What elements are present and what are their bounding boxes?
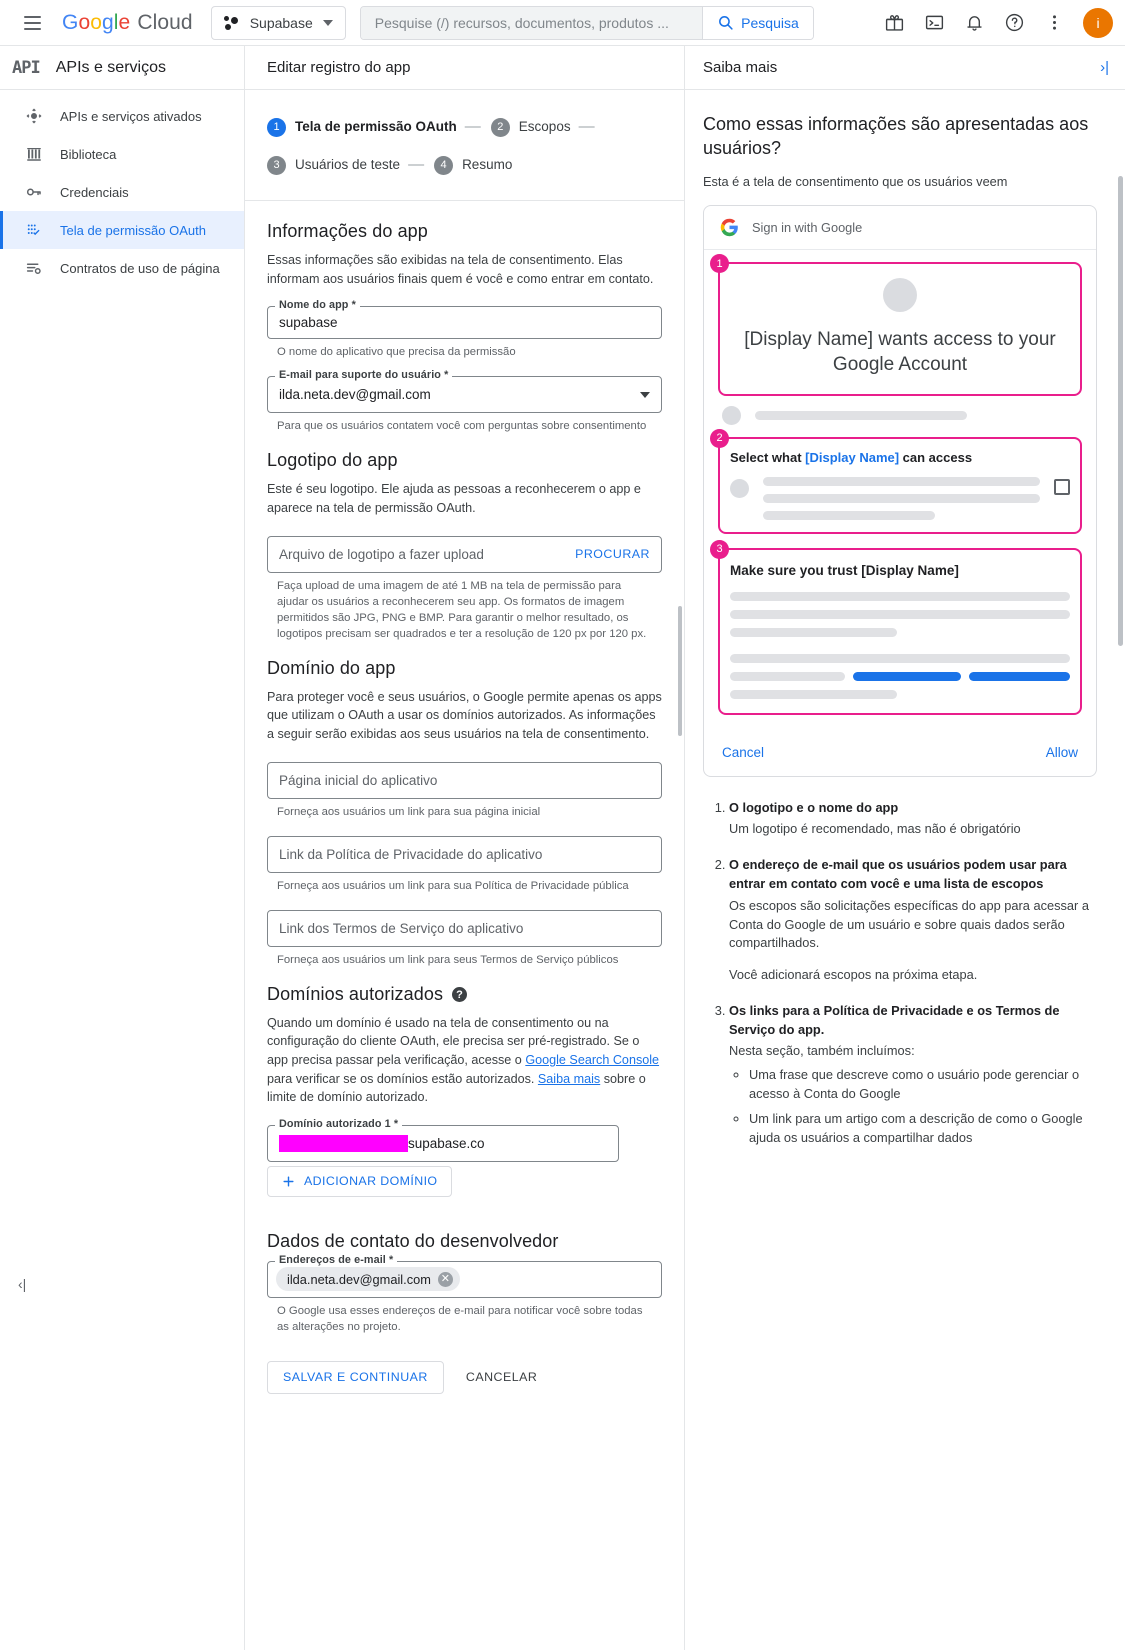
terms-of-service-input[interactable] (267, 910, 662, 947)
mockup-scope-row (730, 477, 1070, 520)
mockup-bar (730, 610, 1070, 619)
left-sidebar (0, 46, 245, 1650)
form-actions (267, 1361, 662, 1394)
developer-emails-input[interactable] (267, 1261, 662, 1298)
sidebar-item-label: Biblioteca (60, 146, 117, 162)
mockup-account-bar (755, 411, 967, 420)
note-body: Nesta seção, também incluímos: (729, 1043, 915, 1059)
search-icon (717, 14, 734, 31)
logo-letter: l (113, 10, 119, 34)
learn-more-notes-list (703, 799, 1097, 1148)
panel-header (245, 46, 684, 90)
mockup-highlight-3 (716, 543, 1082, 715)
add-domain-label: ADICIONAR DOMÍNIO (304, 1174, 438, 1189)
more-options-icon[interactable] (1035, 4, 1073, 42)
sidebar-title: APIs e serviços (55, 58, 166, 76)
search-bar[interactable] (360, 6, 814, 40)
developer-emails-field[interactable] (267, 1253, 662, 1298)
mockup-trust-title: Make sure you trust [Display Name] (730, 562, 959, 578)
sidebar-item-label: APIs e serviços ativados (60, 108, 202, 124)
logo-letter: G (62, 10, 79, 34)
collapse-panel-button[interactable]: ›| (1100, 59, 1109, 76)
step-2[interactable] (491, 108, 571, 146)
sidebar-item-credentials[interactable] (0, 173, 244, 211)
authorized-domains-title: Domínios autorizados (267, 983, 444, 1004)
step-number: 1 (267, 118, 286, 137)
mockup-bar (730, 654, 1070, 663)
scopes-suffix: can access (899, 449, 973, 465)
browse-button[interactable]: PROCURAR (575, 547, 650, 562)
logo-letter: o (78, 10, 91, 34)
sidebar-collapse-button[interactable]: ‹| (18, 1276, 27, 1292)
step-3[interactable] (267, 146, 400, 184)
right-panel-scrollbar[interactable] (1118, 176, 1123, 646)
privacy-policy-placeholder: Link da Política de Privacidade do aplicativo (279, 846, 543, 862)
app-registration-form (245, 201, 684, 1434)
step-number: 3 (267, 156, 286, 175)
chevron-down-icon (323, 20, 333, 26)
gift-icon[interactable] (875, 4, 913, 42)
app-name-help: O nome do aplicativo que precisa da permissão (277, 346, 516, 359)
privacy-policy-field[interactable] (267, 836, 662, 873)
app-domain-heading: Domínio do app (267, 657, 396, 678)
mockup-body (704, 250, 1096, 730)
mockup-app-logo-placeholder (883, 278, 917, 312)
logo-cloud-text: Cloud (137, 10, 193, 34)
logo-upload-input[interactable] (267, 536, 662, 573)
support-email-label: E-mail para suporte do usuário * (275, 369, 452, 381)
learn-more-link[interactable]: Saiba mais (537, 1071, 601, 1086)
app-name-value: supabase (279, 315, 338, 331)
edit-app-registration-panel (245, 46, 685, 1650)
note-item (729, 856, 1097, 985)
privacy-policy-help: Forneça aos usuários um link para sua Política de Privacidade pública (277, 879, 629, 892)
terms-of-service-field[interactable] (267, 910, 662, 947)
step-divider: — (578, 118, 595, 135)
cancel-button[interactable]: CANCELAR (458, 1370, 545, 1384)
google-cloud-logo[interactable] (62, 11, 193, 35)
note-body-secondary: Você adicionará escopos na próxima etapa. (729, 967, 978, 983)
support-email-help: Para que os usuários contatem você com perguntas sobre consentimento (277, 420, 647, 433)
project-name: Supabase (249, 14, 313, 31)
authorized-domain-1-field[interactable] (267, 1117, 619, 1162)
support-email-select[interactable] (267, 376, 662, 413)
app-info-description: Essas informações são exibidas na tela de consentimento. Elas informam aos usuários finais quem é você e como entrar em contato. (267, 253, 654, 286)
mockup-scopes-title (730, 450, 1070, 465)
app-name-label: Nome do app * (275, 299, 360, 311)
privacy-policy-input[interactable] (267, 836, 662, 873)
logo-letter: o (90, 10, 102, 34)
page-usage-agreements-icon (24, 259, 43, 278)
mockup-footer (704, 731, 1096, 776)
learn-more-title: Saiba mais (703, 59, 778, 76)
authorized-domain-1-label: Domínio autorizado 1 * (275, 1118, 402, 1130)
app-info-heading: Informações do app (267, 221, 428, 241)
notifications-bell-icon[interactable] (955, 4, 993, 42)
developer-emails-help: O Google usa esses endereços de e-mail para notificar você sobre todas as alterações no projeto. (277, 1304, 643, 1333)
homepage-help: Forneça aos usuários um link para sua página inicial (277, 805, 541, 818)
mockup-highlight-2 (716, 432, 1082, 534)
content-fade-overlay (685, 1602, 1125, 1650)
key-icon (24, 183, 43, 202)
search-button-label: Pesquisa (741, 14, 799, 31)
user-avatar[interactable] (1083, 8, 1113, 38)
step-label: Usuários de teste (295, 157, 401, 172)
step-label: Tela de permissão OAuth (295, 119, 457, 134)
email-chip-label: ilda.neta.dev@gmail.com (287, 1271, 431, 1287)
learn-more-subtitle: Esta é a tela de consentimento que os usuários veem (703, 173, 1008, 189)
support-email-field[interactable] (267, 369, 662, 413)
sidebar-item-page-usage-agreements[interactable] (0, 249, 244, 287)
step-label: Escopos (518, 119, 571, 134)
mockup-access-title: [Display Name] wants access to your Google Account (744, 329, 1056, 375)
step-label: Resumo (462, 157, 513, 172)
save-and-continue-button[interactable]: SALVAR E CONTINUAR (267, 1361, 444, 1394)
mockup-link-bar (853, 672, 961, 681)
mockup-signin-label: Sign in with Google (752, 220, 863, 236)
terms-of-service-help: Forneça aos usuários um link para seus Termos de Serviço públicos (277, 953, 619, 966)
note-subitem: ◦ Um link para um artigo com a descrição de como o Google ajuda os usuários a compartilhar dados (749, 1110, 1097, 1148)
mockup-allow-button[interactable]: Allow (1045, 744, 1078, 760)
mockup-bar (730, 672, 845, 681)
logo-letter: g (102, 10, 114, 34)
mockup-trust-bars (730, 592, 1070, 699)
highlight-1-number: 1 (710, 254, 729, 273)
developer-emails-label: Endereços de e-mail * (275, 1254, 397, 1266)
learn-more-header (685, 46, 1125, 90)
app-domain-description: Para proteger você e seus usuários, o Google permite apenas os apps que utilizam o OAuth a usar os domínios autorizados. As informações a seguir serão exibidas aos seus usuários na tela de consentimento. (267, 689, 662, 741)
mockup-cancel-button[interactable]: Cancel (722, 744, 765, 760)
desc-part-3: sobre o limite de domínio autorizado. (267, 1071, 646, 1105)
app-logo-description: Este é seu logotipo. Ele ajuda as pessoas a reconhecerem o app e aparece na tela de permissão OAuth. (267, 482, 641, 515)
search-input[interactable] (361, 7, 702, 39)
step-number: 4 (434, 156, 453, 175)
learn-more-body (685, 90, 1125, 1147)
library-icon (24, 145, 43, 164)
authorized-domain-1-value: supabase.co (408, 1135, 485, 1151)
developer-contact-heading: Dados de contato do desenvolvedor (267, 1230, 559, 1251)
step-number: 2 (491, 118, 510, 137)
topbar-icon-group (875, 4, 1113, 42)
mockup-bar (763, 477, 1040, 486)
app-logo-heading: Logotipo do app (267, 450, 398, 471)
scopes-display-name: [Display Name] (805, 449, 900, 465)
mockup-link-bar (969, 672, 1070, 681)
mockup-highlight-1 (716, 257, 1082, 395)
sidebar-item-label: Tela de permissão OAuth (60, 222, 206, 238)
avatar-initial: i (1096, 14, 1100, 31)
remove-email-chip-icon[interactable]: ✕ (438, 1272, 453, 1287)
plus-icon (282, 1175, 295, 1188)
wizard-stepper (245, 90, 684, 201)
mockup-scope-checkbox[interactable] (1054, 479, 1070, 495)
api-dashboard-icon (24, 107, 43, 126)
step-1[interactable] (267, 108, 457, 146)
logo-upload-field[interactable] (267, 536, 662, 573)
mockup-trust-link-row (730, 672, 1070, 681)
sidebar-header (0, 46, 244, 90)
homepage-placeholder: Página inicial do aplicativo (279, 772, 438, 788)
top-app-bar (0, 0, 1125, 46)
note-title: O endereço de e-mail que os usuários podem usar para entrar em contato com você e uma lista de escopos (729, 857, 1067, 891)
logo-upload-placeholder: Arquivo de logotipo a fazer upload (279, 546, 484, 562)
step-divider: — (464, 118, 481, 135)
note-title: Os links para a Política de Privacidade e os Termos de Serviço do app. (729, 1002, 1060, 1037)
stepper-row-1 (267, 108, 662, 146)
page-title: Editar registro do app (267, 59, 411, 76)
help-circle-icon[interactable]: ? (452, 987, 467, 1002)
sidebar-nav (0, 90, 244, 287)
sidebar-item-label: Contratos de uso de página (60, 260, 220, 276)
homepage-field[interactable] (267, 762, 662, 799)
scopes-prefix: Select what (730, 449, 806, 465)
mockup-scope-icon (730, 479, 749, 498)
mockup-account-avatar (722, 406, 741, 425)
logo-letter: e (118, 10, 131, 34)
desc-part-1: Quando um domínio é usado na tela de consentimento ou na configuração do cliente OAuth, ele precisa ser pré-registrado. Se o app precisa passar pela verificação, acesse o (267, 1015, 640, 1067)
app-name-field[interactable] (267, 299, 662, 339)
project-dots-icon (224, 16, 240, 30)
stepper-row-2 (267, 146, 662, 184)
add-domain-button[interactable] (267, 1166, 452, 1197)
authorized-domain-1-input[interactable] (267, 1125, 619, 1162)
mockup-account-row (718, 396, 1082, 437)
middle-scrollbar[interactable] (678, 606, 682, 736)
highlight-3-number: 3 (710, 540, 729, 559)
google-search-console-link[interactable]: Google Search Console (525, 1052, 660, 1067)
terms-of-service-placeholder: Link dos Termos de Serviço do aplicativo (279, 920, 524, 936)
learn-more-panel (685, 46, 1125, 1650)
learn-more-heading: Como essas informações são apresentadas aos usuários? (703, 114, 1089, 159)
note-body: Um logotipo é recomendado, mas não é obrigatório (729, 821, 1021, 837)
sidebar-item-library[interactable] (0, 135, 244, 173)
mockup-bar (730, 628, 897, 637)
mockup-bar (763, 511, 935, 520)
authorized-domains-description (267, 1014, 662, 1107)
oauth-consent-icon (24, 221, 43, 240)
logo-upload-help: Faça upload de uma imagem de até 1 MB na tela de permissão para ajudar os usuários a reconhecerem seu app. Os formatos de imagem permitidos são JPG, PNG e BMP. Para garantir o melhor resultado, os logotipos precisam ser quadrados e ter a resolução de 120 px por 120 px. (277, 579, 647, 640)
note-subitem: ◦ Uma frase que descreve como o usuário pode gerenciar o acesso à Conta do Google (749, 1066, 1097, 1104)
homepage-input[interactable] (267, 762, 662, 799)
note-title: O logotipo e o nome do app (729, 799, 899, 815)
search-button[interactable] (702, 7, 813, 39)
chevron-down-icon (640, 392, 650, 398)
step-4[interactable] (434, 146, 512, 184)
note-sublist (729, 1066, 1097, 1147)
note-body: Os escopos são solicitações específicas do app para acessar a Conta do Google de um usuário e sobre quais dados serão compartilhados. (729, 897, 1089, 951)
consent-screen-mockup (703, 205, 1097, 776)
help-icon[interactable] (995, 4, 1033, 42)
mockup-scope-bars (763, 477, 1040, 520)
authorized-domains-heading (267, 984, 662, 1005)
mockup-bar (763, 494, 1040, 503)
highlight-2-number: 2 (710, 429, 729, 448)
mockup-signin-header (704, 206, 1096, 250)
support-email-value: ilda.neta.dev@gmail.com (279, 387, 431, 403)
step-divider: — (408, 156, 425, 173)
sidebar-item-oauth-consent[interactable] (0, 211, 244, 249)
sidebar-item-label: Credenciais (60, 184, 129, 200)
sidebar-item-enabled-apis[interactable] (0, 97, 244, 135)
project-selector[interactable] (211, 6, 346, 40)
cloud-shell-icon[interactable] (915, 4, 953, 42)
email-chip[interactable] (276, 1267, 460, 1291)
mockup-bar (730, 592, 1070, 601)
hamburger-menu-icon[interactable] (12, 3, 52, 43)
note-item (729, 1002, 1097, 1148)
google-g-icon (720, 218, 739, 237)
note-item (729, 799, 1097, 840)
mockup-bar (730, 690, 897, 699)
redacted-domain-prefix (279, 1135, 408, 1152)
desc-part-2: para verificar se os domínios estão autorizados. (267, 1071, 538, 1086)
main-columns (0, 46, 1125, 1650)
api-logo-icon: API (12, 57, 40, 78)
